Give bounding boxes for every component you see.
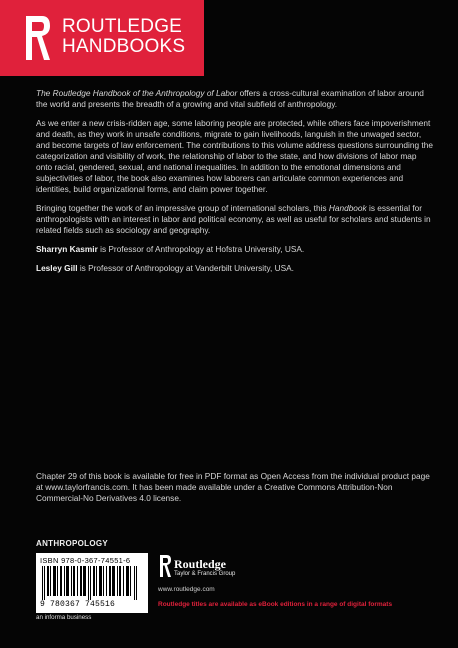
publisher-url[interactable]: www.routledge.com [158,586,215,593]
barcode [36,553,148,613]
description-paragraph: As we enter a new crisis-ridden age, some laboring people are protected, while others face impoverishment and death, as they work in unsafe conditions, migrate to gain livelihoods, languish in the unwaged sector, and become targets of law enforcement. The contributions to this volume address questions surrounding the categorization and visibility of work, the relationship of labor to the state, and how divisions of labor map onto racial, gendered, sexual, and national inequalities. In addition to the emotional dimensions and subjectivities of labor, the book also examines how laborers can articulate common experiences and identities, build organizational forms, and claim power together. [36,118,433,194]
author-bio [36,244,434,255]
barcode-icon [40,566,144,600]
intro-paragraph [36,88,434,110]
author-name: Sharryn Kasmir [36,244,98,254]
audience-paragraph [36,203,434,236]
handbook-word: Handbook [328,203,367,213]
isbn: ISBN 978-0-367-74551-6 [40,556,131,565]
author-bio [36,263,434,274]
series-banner [0,0,204,76]
barcode-digits: 9 780367 745516 [40,600,116,609]
audience-text-end: is essential for anthropologists with an interest in labor and political economy, as well as useful for scholars and students in related fields such as sociology and geography. [36,203,431,235]
informa-tagline: an informa business [36,614,92,621]
ebook-note: Routledge titles are available as eBook editions in a range of digital formats [158,601,393,608]
author-bio-text: is Professor of Anthropology at Hofstra University, USA. [97,244,305,254]
publisher-group: Taylor & Francis Group [174,571,236,577]
series-title [62,17,185,57]
series-title-line1: ROUTLEDGE [62,16,183,37]
publisher-name: Routledge [174,557,226,571]
author-bio-text: is Professor of Anthropology at Vanderbilt University, USA. [77,263,294,273]
subject-category: ANTHROPOLOGY [36,539,109,548]
series-title-line2: HANDBOOKS [62,36,186,57]
intro-text: offers a cross-cultural examination of labor around the world and presents the breadth of a growing and vital subfield of anthropology. [36,88,424,109]
book-title: The Routledge Handbook of the Anthropology of Labor [36,88,238,98]
open-access-note: Chapter 29 of this book is available for free in PDF format as Open Access from the individual product page at www.taylorfrancis.com. It has been made available under a Creative Commons Attribution-Non Commercial-No Derivatives 4.0 license. [36,471,430,503]
author-name: Lesley Gill [36,263,78,273]
routledge-logo-icon [22,12,52,64]
back-cover-text [36,88,434,282]
audience-text-start: Bringing together the work of an impressive group of international scholars, this [36,203,329,213]
